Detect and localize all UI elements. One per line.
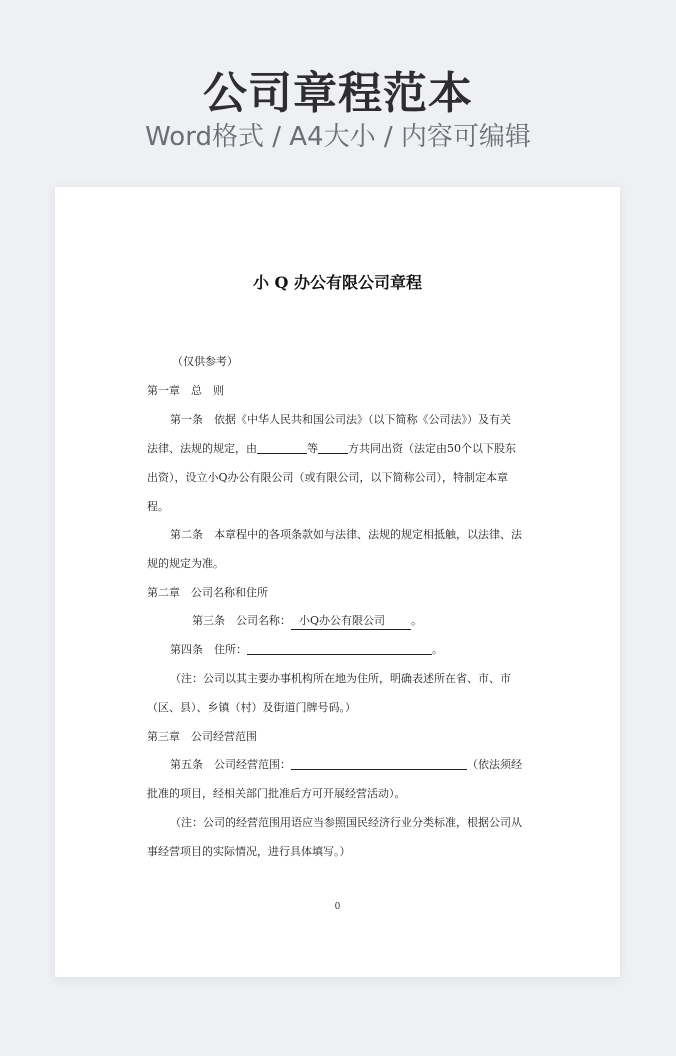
- business-scope-field[interactable]: [291, 757, 467, 770]
- article-1-line-1: [170, 412, 511, 428]
- article-2-line-1: [170, 527, 522, 543]
- chapter-1-heading: 第一章 总 则: [147, 384, 224, 397]
- article-2-line-2: 规的规定为准。: [147, 557, 224, 570]
- article-1-text: 依据《中华人民共和国公司法》（以下简称《公司法》）及有关: [214, 413, 511, 426]
- article-5-line-2: 批准的项目，经相关部门批准后方可开展经营活动）。: [147, 787, 406, 800]
- note-1-line-2: （区、县）、乡镇（村）及街道门牌号码。）: [147, 701, 356, 714]
- article-4-label: 第四条: [170, 643, 203, 656]
- note-2-line-2: 事经营项目的实际情况，进行具体填写。）: [147, 845, 351, 858]
- article-4-end: 。: [432, 643, 443, 656]
- article-2-label: 第二条: [170, 528, 203, 541]
- article-2-text: 本章程中的各项条款如与法律、法规的规定相抵触，以法律、法: [214, 528, 522, 541]
- article-1-text-c: 方共同出资（法定由50个以下股东: [348, 442, 516, 455]
- banner-subtitle: Word格式 / A4大小 / 内容可编辑: [145, 122, 531, 152]
- company-name-field[interactable]: 小Q办公有限公司: [291, 613, 411, 630]
- chapter-3-heading: 第三章 公司经营范围: [147, 730, 257, 743]
- document-title: 小 Q 办公有限公司章程: [252, 273, 423, 292]
- article-3-label: 第三条: [192, 614, 225, 627]
- article-3-line: [192, 613, 422, 630]
- address-field[interactable]: [247, 642, 432, 655]
- article-1-line-4: 程。: [147, 500, 169, 513]
- article-1-text-a: 法律、法规的规定，由: [147, 442, 257, 455]
- article-5-label: 第五条: [170, 758, 203, 771]
- note-2-line-1: （注：公司的经营范围用语应当参照国民经济行业分类标准，根据公司从: [170, 816, 522, 829]
- article-5-end: （依法须经: [467, 758, 522, 771]
- note-1-line-1: （注：公司以其主要办事机构所在地为住所，明确表述所在省、市、市: [170, 672, 511, 685]
- article-1-label: 第一条: [170, 413, 203, 426]
- shareholder-blank-2[interactable]: [318, 441, 348, 454]
- chapter-2-heading: 第二章 公司名称和住所: [147, 586, 268, 599]
- article-5-line-1: [170, 757, 522, 773]
- article-1-line-2: [147, 441, 516, 457]
- article-1-line-3: 出资），设立小Q办公有限公司（或有限公司，以下简称公司），特制定本章: [147, 471, 509, 484]
- banner-title: 公司章程范本: [203, 68, 473, 119]
- shareholder-blank-1[interactable]: [257, 441, 307, 454]
- article-4-line: [170, 642, 443, 658]
- reference-note: （仅供参考）: [172, 355, 238, 368]
- article-3-text: 公司名称：: [236, 614, 291, 627]
- article-1-text-b: 等: [307, 442, 318, 455]
- article-4-text: 住所：: [214, 643, 247, 656]
- article-5-text: 公司经营范围：: [214, 758, 291, 771]
- page-number: 0: [334, 902, 341, 912]
- article-3-end: 。: [411, 614, 423, 627]
- document-page: [55, 187, 620, 977]
